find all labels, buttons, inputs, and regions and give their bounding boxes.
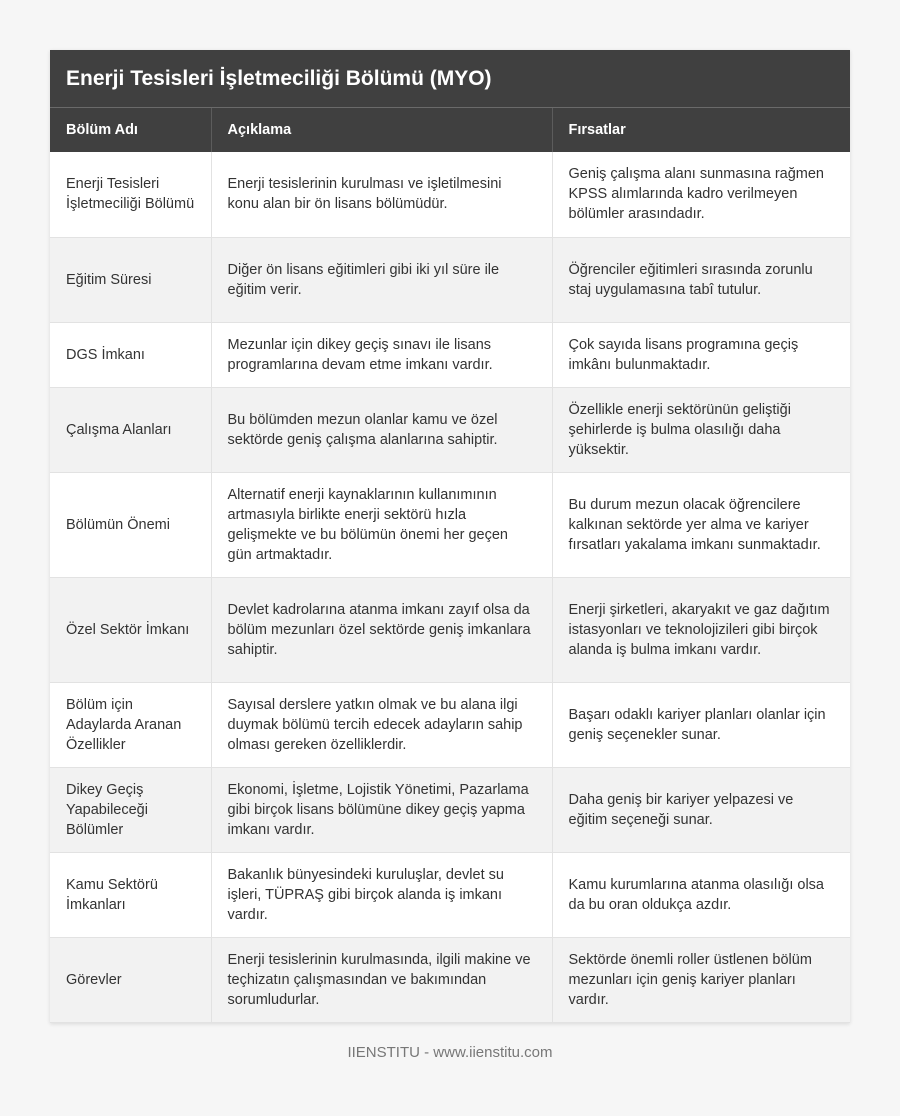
cell-name: Görevler	[50, 937, 211, 1022]
cell-description: Sayısal derslere yatkın olmak ve bu alana ilgi duymak bölümü tercih edecek adayların sahip olması gereken özelliklerdir.	[211, 682, 552, 767]
cell-opportunities: Çok sayıda lisans programına geçiş imkânı bulunmaktadır.	[552, 322, 850, 387]
table-row	[50, 387, 850, 472]
cell-name: Dikey Geçiş Yapabileceği Bölümler	[50, 767, 211, 852]
cell-opportunities: Öğrenciler eğitimleri sırasında zorunlu staj uygulamasına tabî tutulur.	[552, 237, 850, 322]
column-header-description: Açıklama	[211, 108, 552, 152]
cell-description: Bakanlık bünyesindeki kuruluşlar, devlet su işleri, TÜPRAŞ gibi birçok alanda iş imkanı vardır.	[211, 852, 552, 937]
cell-description: Ekonomi, İşletme, Lojistik Yönetimi, Pazarlama gibi birçok lisans bölümüne dikey geçiş yapma imkanı vardır.	[211, 767, 552, 852]
cell-name: Eğitim Süresi	[50, 237, 211, 322]
cell-name: Bölüm için Adaylarda Aranan Özellikler	[50, 682, 211, 767]
cell-opportunities: Bu durum mezun olacak öğrencilere kalkınan sektörde yer alma ve kariyer fırsatları yakalama imkanı sunmaktadır.	[552, 472, 850, 577]
table-row	[50, 237, 850, 322]
header-row	[50, 108, 850, 152]
table-card	[50, 50, 850, 1023]
cell-description: Bu bölümden mezun olanlar kamu ve özel sektörde geniş çalışma alanlarına sahiptir.	[211, 387, 552, 472]
footer-credit: IIENSTITU - www.iienstitu.com	[347, 1044, 553, 1061]
cell-opportunities: Özellikle enerji sektörünün geliştiği şehirlerde iş bulma olasılığı daha yüksektir.	[552, 387, 850, 472]
cell-opportunities: Başarı odaklı kariyer planları olanlar için geniş seçenekler sunar.	[552, 682, 850, 767]
cell-name: Çalışma Alanları	[50, 387, 211, 472]
table-row	[50, 767, 850, 852]
cell-opportunities: Kamu kurumlarına atanma olasılığı olsa da bu oran oldukça azdır.	[552, 852, 850, 937]
cell-name: DGS İmkanı	[50, 322, 211, 387]
table-title: Enerji Tesisleri İşletmeciliği Bölümü (MYO)	[50, 50, 850, 108]
cell-description: Enerji tesislerinin kurulmasında, ilgili makine ve teçhizatın çalışmasından ve bakımından sorumludurlar.	[211, 937, 552, 1022]
cell-name: Enerji Tesisleri İşletmeciliği Bölümü	[50, 152, 211, 237]
column-header-name: Bölüm Adı	[50, 108, 211, 152]
cell-name: Kamu Sektörü İmkanları	[50, 852, 211, 937]
cell-opportunities: Sektörde önemli roller üstlenen bölüm mezunları için geniş kariyer planları vardır.	[552, 937, 850, 1022]
table-row	[50, 852, 850, 937]
table-row	[50, 577, 850, 682]
cell-description: Mezunlar için dikey geçiş sınavı ile lisans programlarına devam etme imkanı vardır.	[211, 322, 552, 387]
column-header-opportunities: Fırsatlar	[552, 108, 850, 152]
cell-description: Devlet kadrolarına atanma imkanı zayıf olsa da bölüm mezunları özel sektörde geniş imkanlara sahiptir.	[211, 577, 552, 682]
cell-description: Alternatif enerji kaynaklarının kullanımının artmasıyla birlikte enerji sektörü hızla gelişmekte ve bu bölümün önemi her geçen gün artmaktadır.	[211, 472, 552, 577]
cell-opportunities: Enerji şirketleri, akaryakıt ve gaz dağıtım istasyonları ve teknolojizileri gibi birçok alanda iş bulma imkanı vardır.	[552, 577, 850, 682]
table-row	[50, 152, 850, 237]
cell-name: Bölümün Önemi	[50, 472, 211, 577]
cell-opportunities: Daha geniş bir kariyer yelpazesi ve eğitim seçeneği sunar.	[552, 767, 850, 852]
cell-name: Özel Sektör İmkanı	[50, 577, 211, 682]
table-row	[50, 937, 850, 1022]
cell-description: Enerji tesislerinin kurulması ve işletilmesini konu alan bir ön lisans bölümüdür.	[211, 152, 552, 237]
cell-opportunities: Geniş çalışma alanı sunmasına rağmen KPSS alımlarında kadro verilmeyen bölümler arasındadır.	[552, 152, 850, 237]
table-row	[50, 682, 850, 767]
info-table	[50, 108, 850, 1023]
table-row	[50, 472, 850, 577]
cell-description: Diğer ön lisans eğitimleri gibi iki yıl süre ile eğitim verir.	[211, 237, 552, 322]
table-row	[50, 322, 850, 387]
